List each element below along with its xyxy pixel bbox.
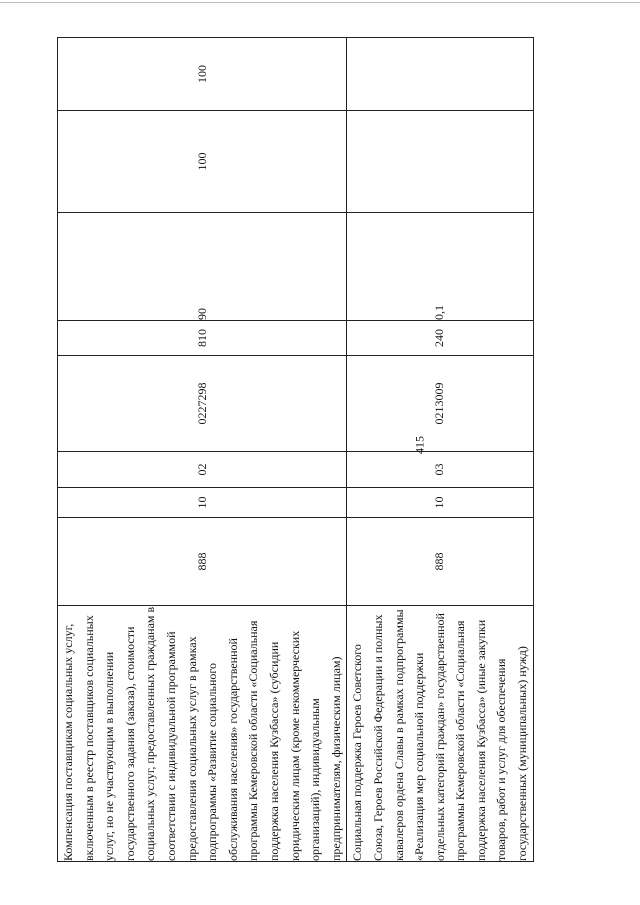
amount-year-3 <box>347 38 533 111</box>
row-description: Компенсация поставщикам социальных услуг, включенным в реестр поставщиков социальных услуг, но не участвующим в выполнении государственного задания (заказа), стоимости социальных услуг, предоставленных гражданам в соответствии с индивидуальной программой предоставления социальных услуг в рамках подпрограммы «Развитие социального обслуживания населения» государственной программы Кемеровской области «Социальная поддержка населения Кузбасса» (субсидии юридическим лицам (кроме некоммерческих организаций), индивидуальным предпринимателям, физическим лицам) <box>58 606 347 862</box>
expense-type: 240 <box>347 321 533 356</box>
amount-year-2: 100 <box>58 111 347 213</box>
amount-year-1: 90 <box>58 213 347 321</box>
expense-type: 810 <box>58 321 347 356</box>
subsection-code: 03 <box>347 452 533 488</box>
amount-year-2 <box>347 111 533 213</box>
top-rule <box>0 2 640 3</box>
subsection-code: 02 <box>58 452 347 488</box>
budget-table <box>57 37 534 862</box>
table-row <box>347 38 533 862</box>
rotated-table-container <box>57 38 530 862</box>
page-number: 415 <box>412 436 427 454</box>
department-code: 888 <box>347 518 533 606</box>
department-code: 888 <box>58 518 347 606</box>
row-description: Социальная поддержка Героев Советского Союза, Героев Российской Федерации и полных кавалеров ордена Славы в рамках подпрограммы «Реализация мер социальной поддержки отдельных категорий граждан» государственной программы Кемеровской области «Социальная поддержка населения Кузбасса» (иные закупки товаров, работ и услуг для обеспечения государственных (муниципальных) нужд) <box>347 606 533 862</box>
amount-year-1: 0,1 <box>347 213 533 321</box>
section-code: 10 <box>58 488 347 518</box>
target-article: 0227298 <box>58 356 347 452</box>
target-article: 0213009 <box>347 356 533 452</box>
section-code: 10 <box>347 488 533 518</box>
table-row <box>58 38 347 862</box>
amount-year-3: 100 <box>58 38 347 111</box>
